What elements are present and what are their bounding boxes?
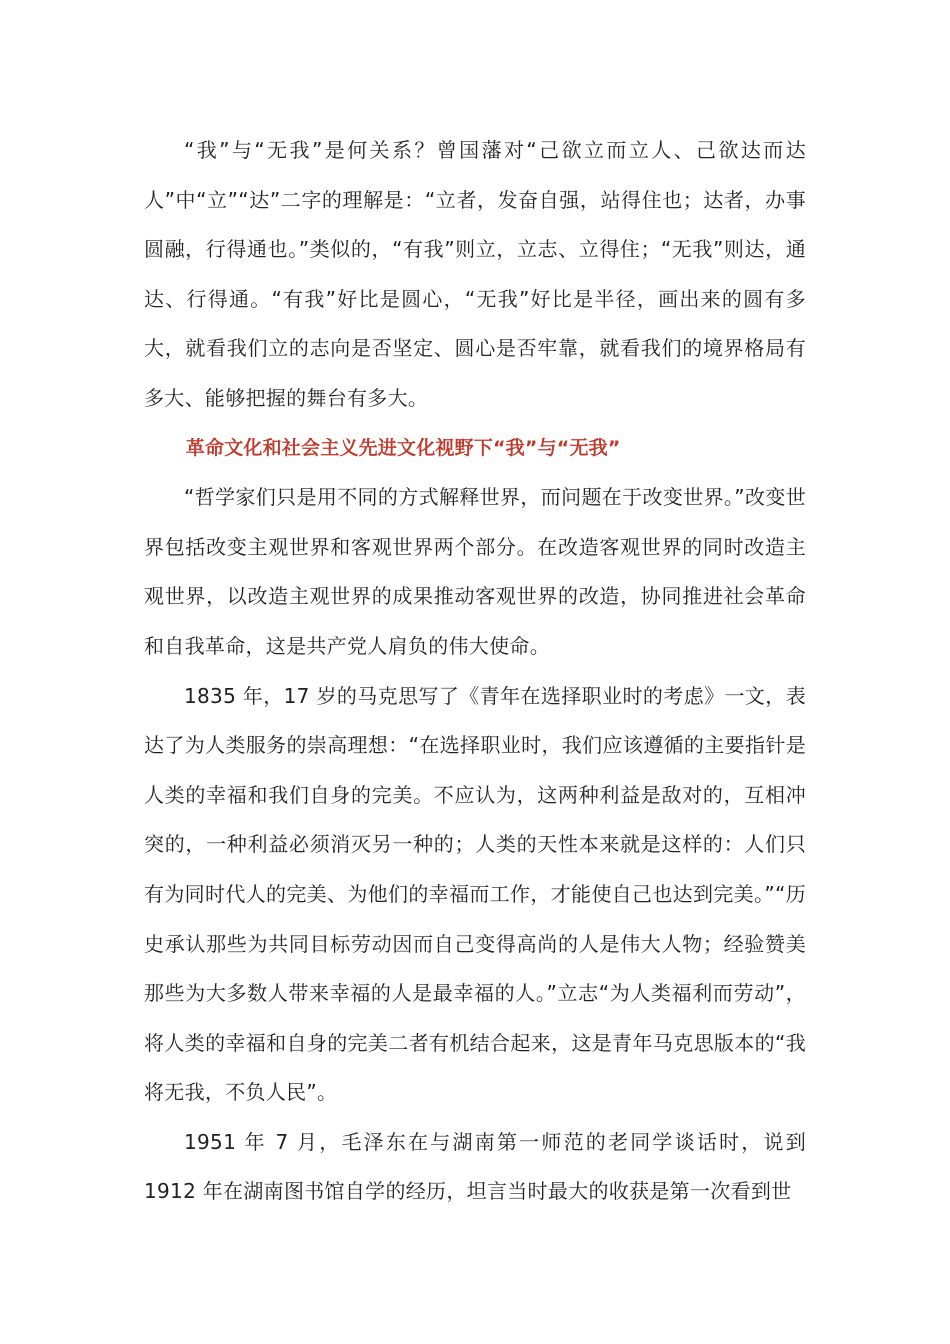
paragraph-wo-yu-wuwo: “我”与“无我”是何关系？曾国藩对“己欲立而立人、己欲达而达人”中“立”“达”二字的理解是：“立者，发奋自强，站得住也；达者，办事圆融，行得通也。”类似的，“有我”则立，立志、立得住；“无我”则达，通达、行得通。“有我”好比是圆心，“无我”好比是半径，画出来的圆有多大，就看我们立的志向是否坚定、圆心是否牢靠，就看我们的境界格局有多大、能够把握的舞台有多大。 [144,138,806,410]
document-body [144,126,806,1217]
paragraph-change-world: “哲学家们只是用不同的方式解释世界，而问题在于改变世界。”改变世界包括改变主观世界和客观世界两个部分。在改造客观世界的同时改造主观世界，以改造主观世界的成果推动客观世界的改造，协同推进社会革命和自我革命，这是共产党人肩负的伟大使命。 [144,485,806,658]
paragraph-mao-1951: 1951 年 7 月，毛泽东在与湖南第一师范的老同学谈话时，说到 1912 年在湖南图书馆自学的经历，坦言当时最大的收获是第一次看到世 [144,1129,806,1204]
paragraph-marx-1835: 1835 年，17 岁的马克思写了《青年在选择职业时的考虑》一文，表达了为人类服务的崇高理想：“在选择职业时，我们应该遵循的主要指针是人类的幸福和我们自身的完美。不应认为，这两种利益是敌对的，互相冲突的，一种利益必须消灭另一种的；人类的天性本来就是这样的：人们只有为同时代人的完美、为他们的幸福而工作，才能使自己也达到完美。”“历史承认那些为共同目标劳动因而自己变得高尚的人是伟大人物；经验赞美那些为大多数人带来幸福的人是最幸福的人。”立志“为人类福利而劳动”，将人类的幸福和自身的完美二者有机结合起来，这是青年马克思版本的“我将无我，不负人民”。 [144,683,806,1105]
section-heading: 革命文化和社会主义先进文化视野下“我”与“无我” [185,436,621,459]
